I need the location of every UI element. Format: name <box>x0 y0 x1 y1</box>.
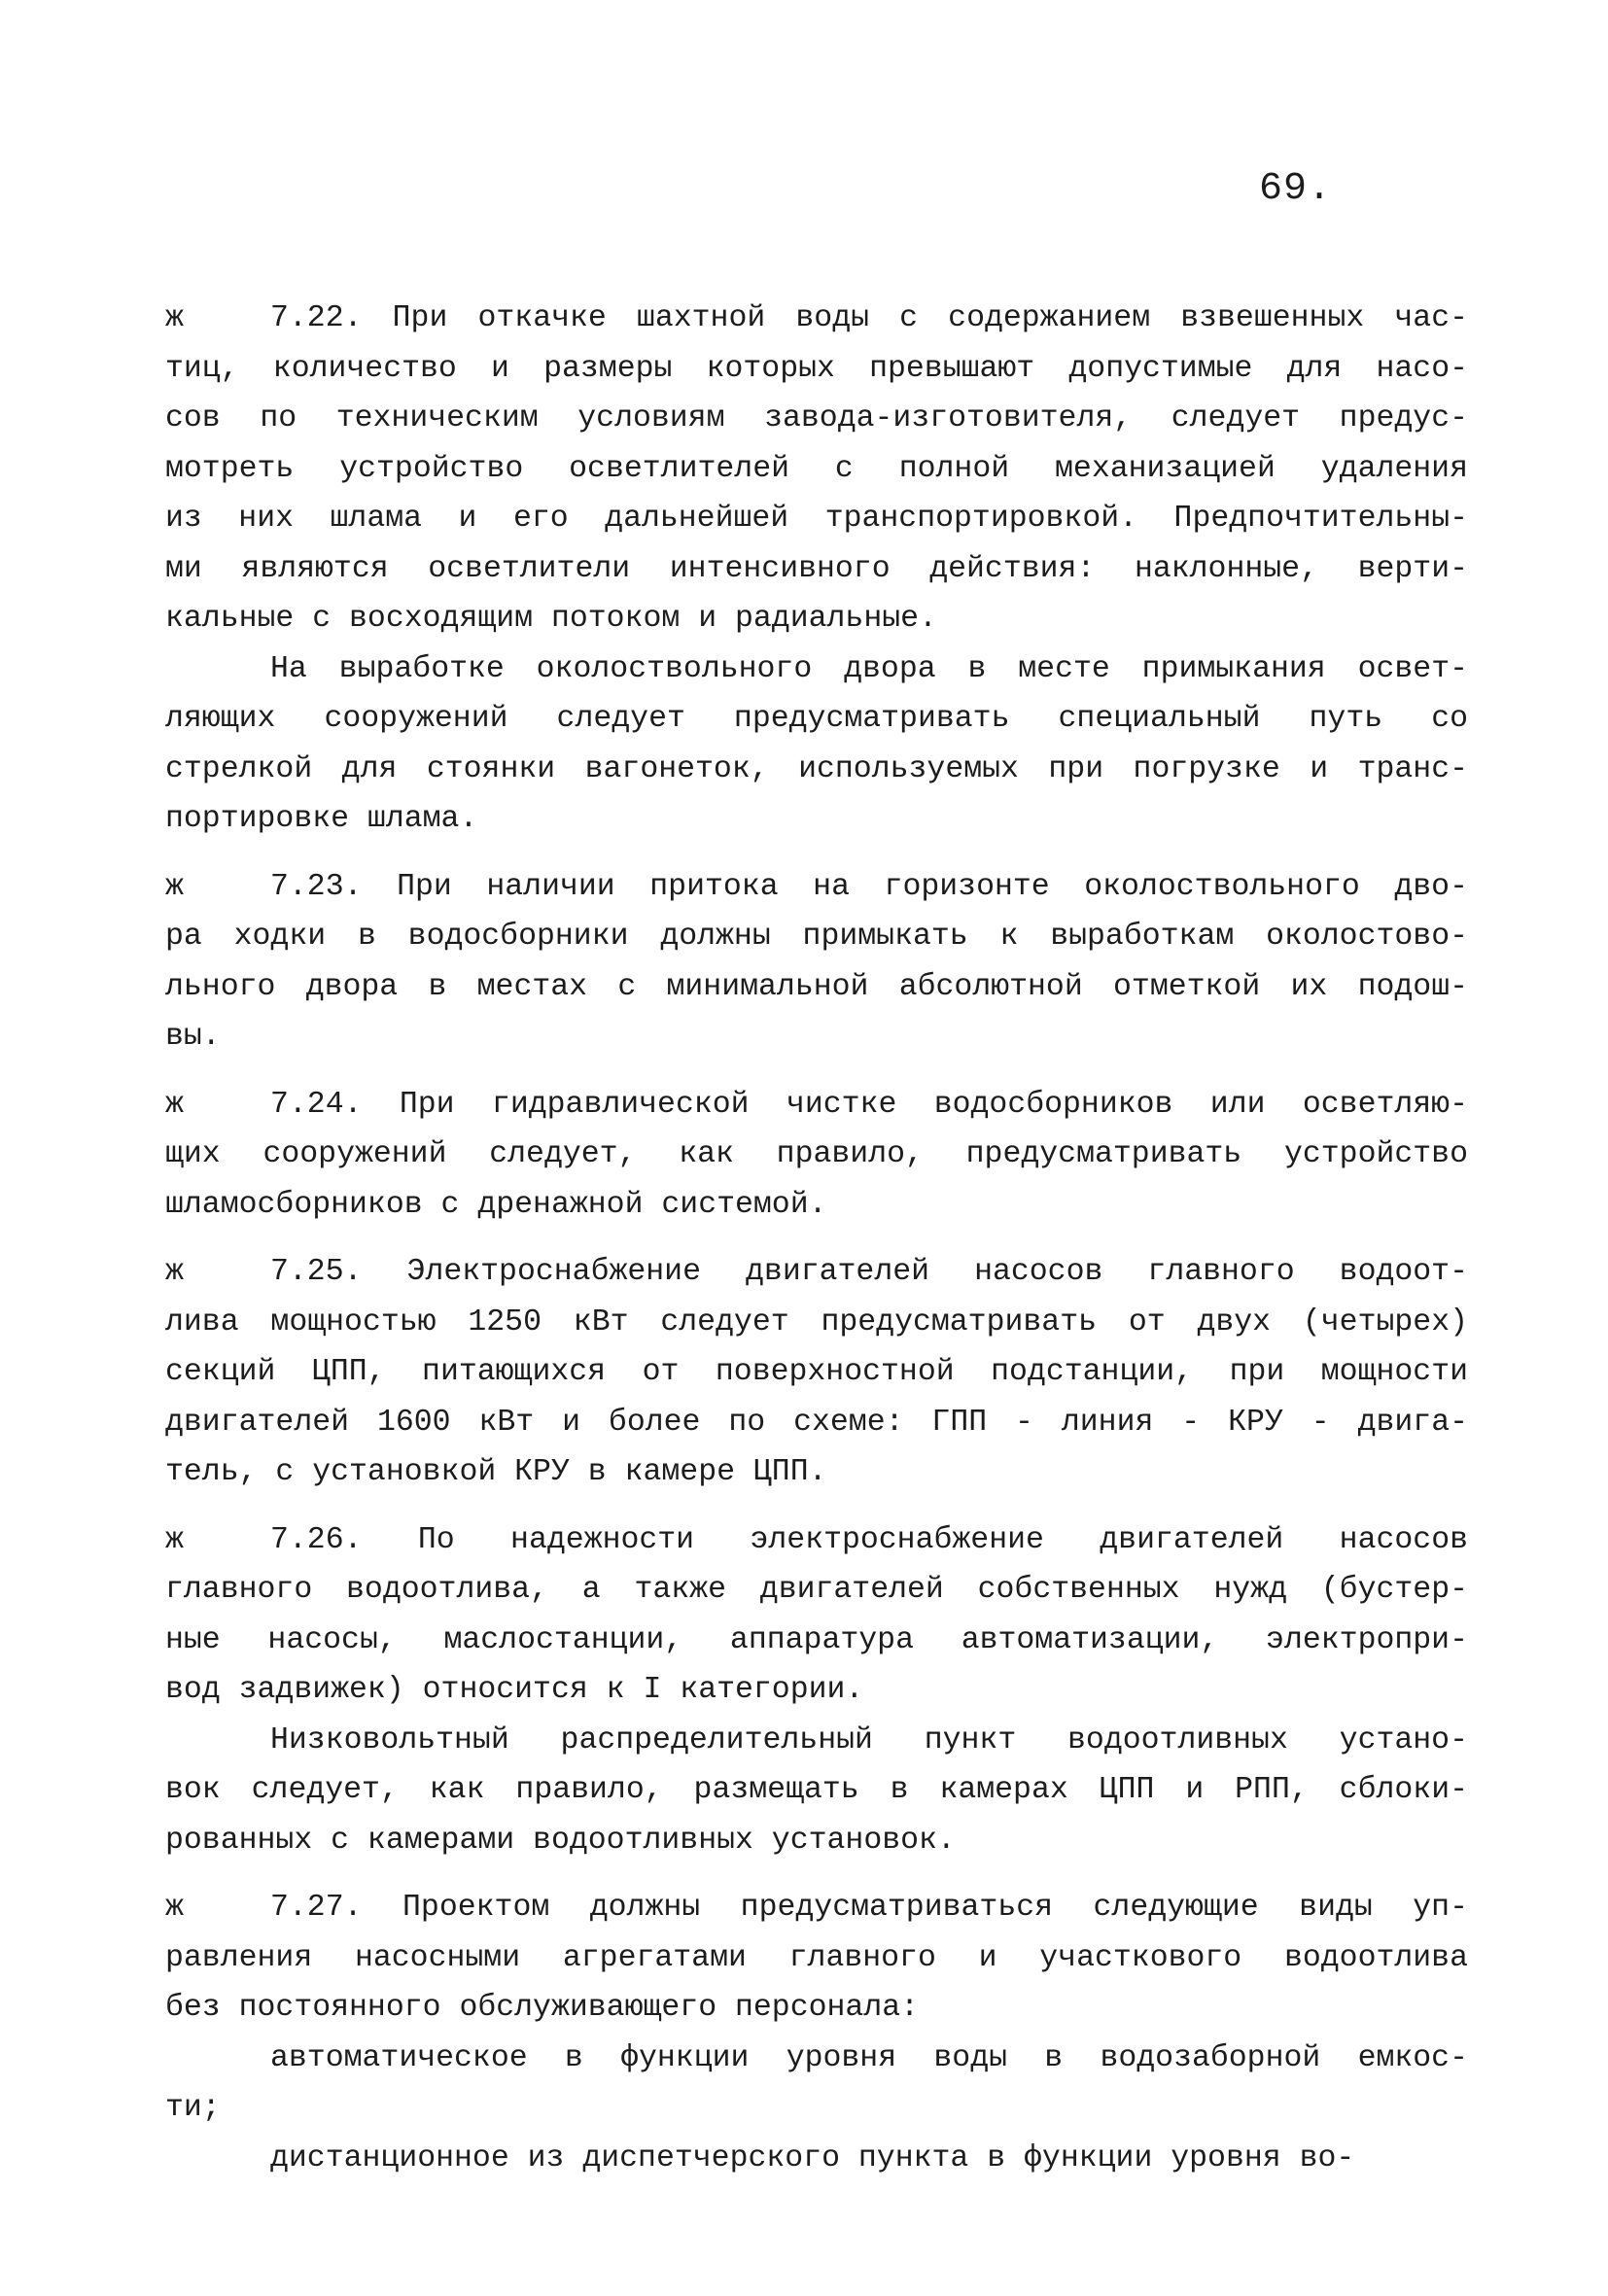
text-line <box>165 594 1468 644</box>
paragraph <box>165 1515 1468 1716</box>
line-text: рованных с камерами водоотливных установок. <box>165 1823 956 1858</box>
line-text: тиц, количество и размеры которых превышают допустимые для насо- <box>165 351 1468 386</box>
page-number: 69. <box>1259 167 1333 211</box>
line-text: равления насосными агрегатами главного и участкового водоотлива <box>165 1940 1468 1975</box>
text-line <box>165 1933 1468 1984</box>
line-text: 7.26. По надежности электроснабжение двигателей насосов <box>270 1522 1468 1557</box>
text-line <box>165 1665 1468 1716</box>
line-text: шламосборников с дренажной системой. <box>165 1187 827 1222</box>
line-text: Низковольтный распределительный пункт водоотливных устано- <box>270 1722 1468 1757</box>
text-line <box>165 694 1468 745</box>
paragraph <box>165 2034 1468 2134</box>
change-marker: ж <box>165 1255 184 1289</box>
text-line <box>165 1130 1468 1180</box>
line-text: автоматическое в функции уровня воды в водозаборной емкос- <box>270 2040 1468 2075</box>
change-marker: ж <box>165 1891 184 1925</box>
paragraph <box>165 1247 1468 1498</box>
text-line <box>165 2134 1468 2184</box>
line-text: 7.24. При гидравлической чистке водосборников или осветляю- <box>270 1087 1468 1122</box>
change-marker: ж <box>165 869 184 904</box>
line-text: ра ходки в водосборники должны примыкать к выработкам околостово- <box>165 920 1468 954</box>
line-text: вы. <box>165 1020 221 1054</box>
paragraph <box>165 294 1468 644</box>
line-text: ные насосы, маслостанции, аппаратура автоматизации, электропри- <box>165 1622 1468 1657</box>
text-line <box>165 344 1468 395</box>
text-line <box>165 745 1468 795</box>
text-line <box>165 862 1468 913</box>
text-line <box>165 1447 1468 1498</box>
text-line <box>165 1398 1468 1448</box>
line-text: 7.22. При откачке шахтной воды с содержанием взвешенных час- <box>270 301 1468 335</box>
line-text: 7.25. Электроснабжение двигателей насосов главного водоот- <box>270 1255 1468 1289</box>
text-line <box>165 294 1468 344</box>
text-line <box>165 1765 1468 1816</box>
text-line <box>165 962 1468 1013</box>
line-text: без постоянного обслуживающего персонала: <box>165 1991 920 2025</box>
line-text: вок следует, как правило, размещать в камерах ЦПП и РПП, сблоки- <box>165 1773 1468 1807</box>
paragraph <box>165 1716 1468 1866</box>
text-line <box>165 794 1468 845</box>
line-text: тель, с установкой КРУ в камере ЦПП. <box>165 1455 827 1489</box>
line-text: дистанционное из диспетчерского пункта в функции уровня во- <box>270 2140 1355 2175</box>
paragraph <box>165 2134 1468 2184</box>
text-line <box>165 1080 1468 1131</box>
paragraph <box>165 1883 1468 2034</box>
text-line <box>165 544 1468 595</box>
line-text: ми являются осветлители интенсивного действия: наклонные, верти- <box>165 551 1468 586</box>
line-text: мотреть устройство осветлителей с полной механизацией удаления <box>165 451 1468 486</box>
text-line <box>165 1515 1468 1566</box>
line-text: главного водоотлива, а также двигателей собственных нужд (бустер- <box>165 1573 1468 1607</box>
text-line <box>165 1347 1468 1398</box>
line-text: ляющих сооружений следует предусматривать специальный путь со <box>165 702 1468 736</box>
line-text: вод задвижек) относится к I категории. <box>165 1673 864 1707</box>
change-marker: ж <box>165 301 184 335</box>
line-text: 7.23. При наличии притока на горизонте околоствольного дво- <box>270 869 1468 904</box>
paragraph <box>165 862 1468 1062</box>
text-line <box>165 912 1468 962</box>
text-line <box>165 644 1468 695</box>
text-line <box>165 1247 1468 1298</box>
text-line <box>165 1180 1468 1231</box>
text-line <box>165 1012 1468 1062</box>
text-line <box>165 2034 1468 2084</box>
line-text: 7.27. Проектом должны предусматриваться следующие виды уп- <box>270 1891 1468 1925</box>
line-text: льного двора в местах с минимальной абсолютной отметкой их подош- <box>165 969 1468 1004</box>
line-text: портировке шлама. <box>165 802 478 836</box>
line-text: кальные с восходящим потоком и радиальные. <box>165 602 937 636</box>
change-marker: ж <box>165 1522 184 1557</box>
line-text: лива мощностью 1250 кВт следует предусматривать от двух (четырех) <box>165 1305 1468 1339</box>
change-marker: ж <box>165 1087 184 1122</box>
text-line <box>165 1298 1468 1348</box>
line-text: секций ЦПП, питающихся от поверхностной подстанции, при мощности <box>165 1355 1468 1389</box>
document-body <box>165 294 1468 2183</box>
line-text: стрелкой для стоянки вагонеток, используемых при погрузке и транс- <box>165 751 1468 786</box>
text-line <box>165 444 1468 495</box>
text-line <box>165 2083 1468 2134</box>
line-text: из них шлама и его дальнейшей транспортировкой. Предпочтительны- <box>165 502 1468 536</box>
paragraph <box>165 644 1468 845</box>
line-text: ти; <box>165 2091 221 2125</box>
text-line <box>165 1983 1468 2034</box>
line-text: двигателей 1600 кВт и более по схеме: ГПП - линия - КРУ - двига- <box>165 1405 1468 1440</box>
text-line <box>165 394 1468 444</box>
text-line <box>165 1616 1468 1666</box>
text-line <box>165 494 1468 544</box>
line-text: щих сооружений следует, как правило, предусматривать устройство <box>165 1137 1468 1171</box>
text-line <box>165 1716 1468 1766</box>
text-line <box>165 1565 1468 1616</box>
paragraph <box>165 1080 1468 1231</box>
line-text: сов по техническим условиям завода-изготовителя, следует предус- <box>165 401 1468 435</box>
text-line <box>165 1883 1468 1933</box>
line-text: На выработке околоствольного двора в месте примыкания освет- <box>270 651 1468 686</box>
text-line <box>165 1816 1468 1866</box>
